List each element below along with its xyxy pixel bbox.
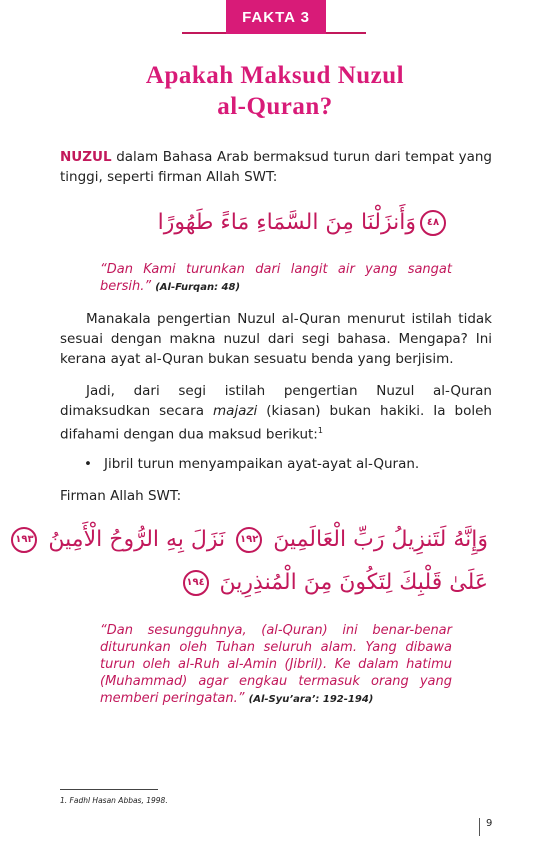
bullet-item-jibril: Jibril turun menyampaikan ayat-ayat al-Quran. [104, 456, 420, 472]
page-number: 9 [486, 818, 493, 829]
verse-syuara-part2: نَزَلَ بِهِ الرُّوحُ الْأَمِينُ [48, 527, 226, 552]
title-line-1: Apakah Maksud Nuzul [145, 62, 405, 89]
page-number-divider [479, 818, 480, 836]
ayah-number-marker: ١٩٤ [183, 570, 209, 596]
paragraph-majazi-part1: Jadi, dari segi istilah pengertian Nuzul al-Quran dimaksudkan secara [60, 383, 492, 419]
verse-furqan-text: وَأَنزَلْنَا مِنَ السَّمَاءِ مَاءً طَهُورًا [157, 210, 416, 235]
quote-syuara-reference: (Al-Syu’ara’: 192-194) [248, 694, 374, 705]
page-title [0, 60, 550, 122]
bullet-dot: • [84, 456, 92, 472]
footnote: 1. Fadhl Hasan Abbas, 1998. [60, 796, 168, 805]
footnote-reference: 1 [317, 426, 323, 435]
firman-intro: Firman Allah SWT: [60, 488, 182, 504]
verse-syuara-line-1 [7, 527, 488, 553]
quote-syuara-text: “Dan sesungguhnya, (al-Quran) ini benar-benar diturunkan oleh Tuhan seluruh alam. Yang dibawa turun oleh al-Ruh al-Amin (Jibril). Ke dalam hatimu (Muhammad) agar engkau termasuk orang yang memberi peringatan.” [100, 623, 452, 706]
quote-furqan [100, 261, 452, 296]
keyword-nuzul: NUZUL [60, 149, 112, 165]
paragraph-nuzul-text: dalam Bahasa Arab bermaksud turun dari tempat yang tinggi, seperti firman Allah SWT: [60, 149, 492, 185]
verse-syuara-line-2 [179, 570, 488, 596]
majazi-term: majazi [212, 403, 258, 419]
paragraph-istilah: Manakala pengertian Nuzul al-Quran menurut istilah tidak sesuai dengan makna nuzul dari segi bahasa. Mengapa? Ini kerana ayat al-Quran bukan sesuatu benda yang berjisim. [60, 311, 492, 367]
title-line-2: al-Quran? [217, 93, 333, 120]
quote-furqan-text: “Dan Kami turunkan dari langit air yang sangat bersih.” [100, 262, 452, 294]
verse-furqan [158, 210, 450, 236]
quote-furqan-reference: (Al-Furqan: 48) [155, 282, 241, 293]
quote-syuara [100, 622, 452, 708]
paragraph-majazi [60, 381, 492, 445]
verse-syuara-part1: وَإِنَّهُ لَتَنزِيلُ رَبِّ الْعَالَمِينَ [273, 527, 488, 552]
ayah-number-marker: ١٩٣ [11, 527, 37, 553]
footnote-divider [60, 789, 158, 790]
section-tab: FAKTA 3 [226, 0, 326, 34]
paragraph-majazi-part2: (kiasan) bukan hakiki. Ia boleh difahami dengan dua maksud berikut: [60, 403, 492, 443]
paragraph-nuzul [60, 147, 492, 187]
verse-syuara-part3: عَلَىٰ قَلْبِكَ لِتَكُونَ مِنَ الْمُنذِرِينَ [219, 570, 488, 595]
ayah-number-marker: ١٩٢ [236, 527, 262, 553]
ayah-number-marker: ٤٨ [420, 210, 446, 236]
